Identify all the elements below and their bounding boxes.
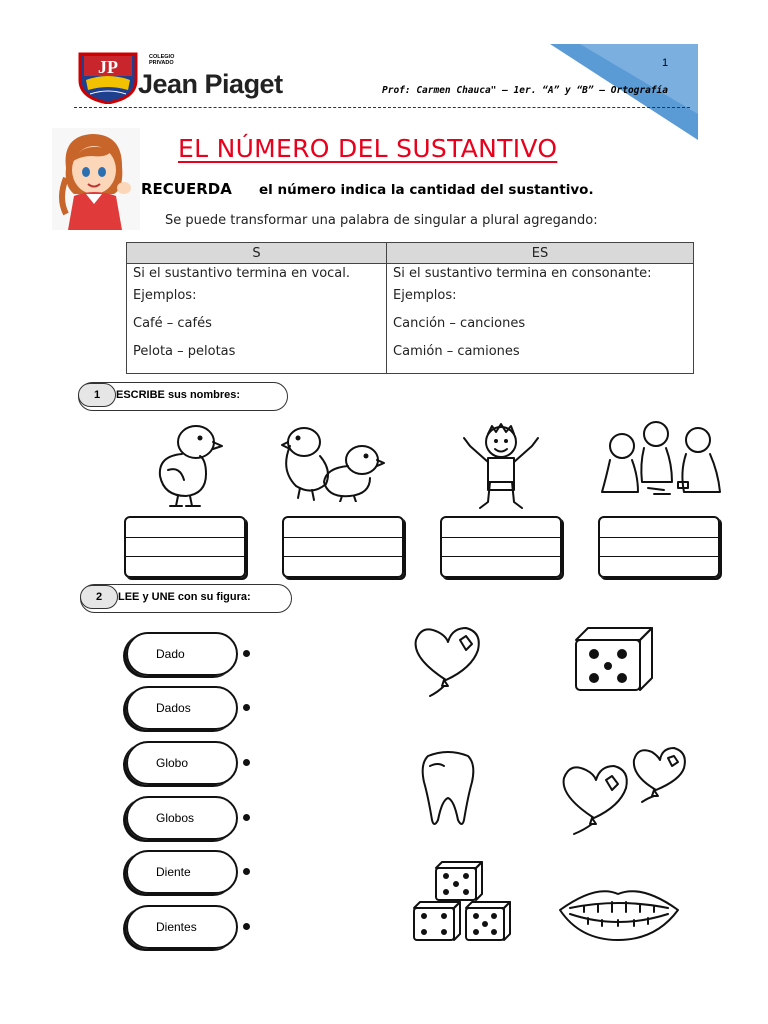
exercise1-number: 1 (78, 383, 116, 407)
recuerda-label: RECUERDA (141, 180, 232, 198)
exercise2-instruction: LEE y UNE con su figura: (118, 591, 251, 603)
header-divider (74, 107, 690, 108)
answer-box-3[interactable] (440, 516, 562, 578)
teacher-info: Prof: Carmen Chauca" – 1er. “A” y “B” – Ortografía (382, 85, 668, 96)
page-title: EL NÚMERO DEL SUSTANTIVO (178, 134, 558, 163)
match-dot[interactable] (243, 814, 250, 821)
page-number: 1 (662, 57, 669, 69)
answer-box-1[interactable] (124, 516, 246, 578)
word-globos[interactable]: Globos (126, 796, 238, 840)
girl-illustration (52, 128, 140, 230)
exercise1-instruction: ESCRIBE sus nombres: (116, 389, 241, 401)
die-icon[interactable] (570, 622, 656, 692)
word-dados[interactable]: Dados (126, 686, 238, 730)
table-cell: Si el sustantivo termina en consonante: (387, 264, 694, 288)
chicks-icon (280, 424, 386, 502)
table-cell: Café – cafés (127, 316, 387, 344)
balloon-icon[interactable] (408, 622, 486, 700)
table-header-s: S (127, 243, 387, 264)
word-dientes[interactable]: Dientes (126, 905, 238, 949)
children-group-icon (594, 416, 726, 500)
balloons-icon[interactable] (556, 740, 690, 840)
match-dot[interactable] (243, 868, 250, 875)
word-globo[interactable]: Globo (126, 741, 238, 785)
boy-icon (458, 416, 544, 514)
school-name: Jean Piaget (138, 69, 283, 99)
table-row (127, 264, 694, 288)
answer-box-4[interactable] (598, 516, 720, 578)
table-cell: Pelota – pelotas (127, 344, 387, 374)
table-cell: Camión – camiones (387, 344, 694, 374)
table-cell: Ejemplos: (127, 288, 387, 316)
word-dado[interactable]: Dado (126, 632, 238, 676)
teeth-icon[interactable] (556, 880, 682, 944)
word-diente[interactable]: Diente (126, 850, 238, 894)
table-row (127, 316, 694, 344)
table-cell: Si el sustantivo termina en vocal. (127, 264, 387, 288)
svg-text:JP: JP (98, 57, 118, 77)
table-row (127, 288, 694, 316)
table-row (127, 344, 694, 374)
match-dot[interactable] (243, 704, 250, 711)
table-cell: Canción – canciones (387, 316, 694, 344)
table-header-es: ES (387, 243, 694, 264)
shield-icon (76, 50, 140, 104)
dice-icon[interactable] (410, 858, 514, 946)
match-dot[interactable] (243, 650, 250, 657)
table-cell: Ejemplos: (387, 288, 694, 316)
tooth-icon[interactable] (418, 748, 478, 830)
recuerda-text: el número indica la cantidad del sustantivo. (259, 182, 594, 198)
answer-box-2[interactable] (282, 516, 404, 578)
exercise2-number: 2 (80, 585, 118, 609)
chick-icon (150, 420, 224, 508)
match-dot[interactable] (243, 759, 250, 766)
match-dot[interactable] (243, 923, 250, 930)
plural-rules-table (126, 242, 694, 374)
school-type: COLEGIO PRIVADO (149, 54, 175, 66)
rule-text: Se puede transformar una palabra de singular a plural agregando: (165, 213, 598, 228)
